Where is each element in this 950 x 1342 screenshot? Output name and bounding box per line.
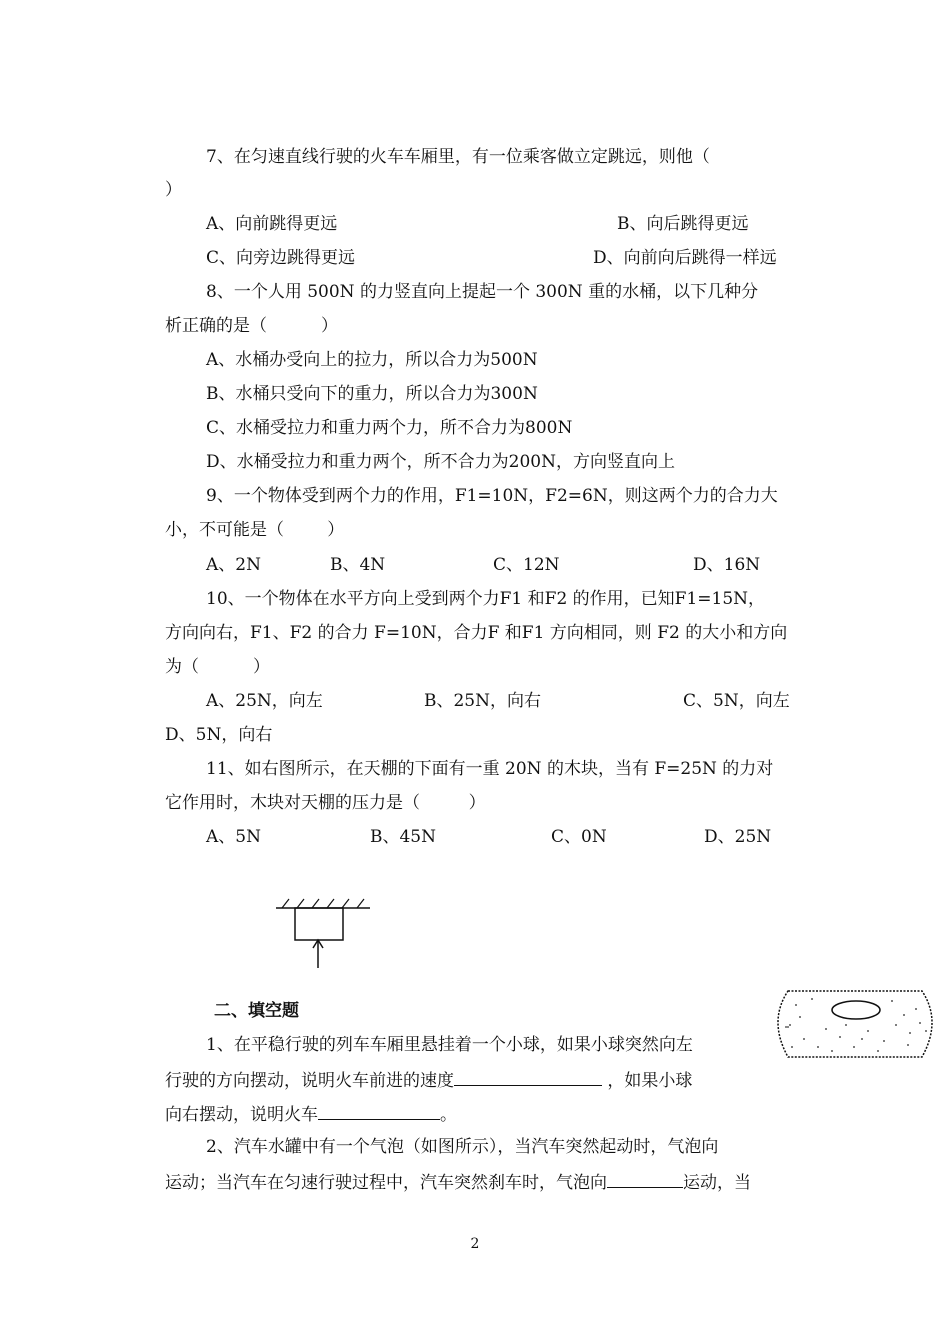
air-bubble bbox=[832, 1001, 880, 1019]
f1-line3-tail: 。 bbox=[440, 1105, 457, 1125]
q11-option-d: D、25N bbox=[704, 827, 772, 847]
page-number: 2 bbox=[470, 1236, 480, 1252]
q9-stem-line1: 9、一个物体受到两个力的作用，F1=10N，F2=6N，则这两个力的合力大 bbox=[206, 486, 778, 506]
q7-option-c: C、向旁边跳得更远 bbox=[206, 248, 356, 268]
q8-option-b: B、水桶只受向下的重力，所以合力为300N bbox=[206, 384, 538, 404]
blank-train-state[interactable] bbox=[318, 1101, 440, 1120]
f1-line2-tail: ，如果小球 bbox=[602, 1071, 693, 1091]
q10-option-a: A、25N，向左 bbox=[206, 691, 323, 711]
f2-line2-text: 运动；当汽车在匀速行驶过程中，汽车突然刹车时，气泡向 bbox=[165, 1173, 607, 1193]
q11-option-c: C、0N bbox=[551, 827, 607, 847]
f2-line2-tail: 运动，当 bbox=[683, 1173, 751, 1193]
q8-stem-line2: 析正确的是（ ） bbox=[165, 316, 339, 336]
ceiling-hatching bbox=[282, 899, 364, 908]
q9-option-a: A、2N bbox=[206, 555, 261, 575]
water-tank-figure bbox=[766, 985, 946, 1065]
q7-stem-end: ） bbox=[165, 180, 182, 200]
q9-option-b: B、4N bbox=[330, 555, 386, 575]
q8-option-c: C、水桶受拉力和重力两个力，所不合力为800N bbox=[206, 418, 573, 438]
q10-option-d: D、5N，向右 bbox=[165, 725, 273, 745]
q7-option-b: B、向后跳得更远 bbox=[617, 214, 749, 234]
q9-option-c: C、12N bbox=[493, 555, 560, 575]
q10-option-b: B、25N，向右 bbox=[424, 691, 541, 711]
f1-line2 bbox=[165, 1067, 692, 1093]
blank-train-speed[interactable] bbox=[454, 1067, 602, 1086]
f2-line1: 2、汽车水罐中有一个气泡（如图所示），当汽车突然起动时，气泡向 bbox=[206, 1137, 719, 1157]
f1-line3-text: 向右摆动，说明火车 bbox=[165, 1105, 318, 1125]
f1-line2-text: 行驶的方向摆动，说明火车前进的速度 bbox=[165, 1071, 454, 1091]
q10-option-c: C、5N，向左 bbox=[683, 691, 790, 711]
q11-stem-line1: 11、如右图所示，在天棚的下面有一重 20N 的木块，当有 F=25N 的力对 bbox=[206, 759, 774, 779]
q10-stem-line1: 10、一个物体在水平方向上受到两个力F1 和F2 的作用，已知F1=15N， bbox=[206, 589, 766, 609]
q10-stem-line3: 为（ ） bbox=[165, 657, 271, 677]
f2-line2 bbox=[165, 1169, 751, 1195]
q9-option-d: D、16N bbox=[693, 555, 761, 575]
blank-bubble-direction[interactable] bbox=[607, 1169, 683, 1188]
q8-option-a: A、水桶办受向上的拉力，所以合力为500N bbox=[206, 350, 538, 370]
q7-option-d: D、向前向后跳得一样远 bbox=[593, 248, 777, 268]
q11-option-a: A、5N bbox=[206, 827, 261, 847]
f1-line1: 1、在平稳行驶的列车车厢里悬挂着一个小球，如果小球突然向左 bbox=[206, 1035, 693, 1055]
q7-option-a: A、向前跳得更远 bbox=[206, 214, 338, 234]
q8-stem-line1: 8、一个人用 500N 的力竖直向上提起一个 300N 重的水桶，以下几种分 bbox=[206, 282, 759, 302]
q8-option-d: D、水桶受拉力和重力两个，所不合力为200N，方向竖直向上 bbox=[206, 452, 675, 472]
f1-line3 bbox=[165, 1101, 457, 1127]
q7-stem: 7、在匀速直线行驶的火车车厢里，有一位乘客做立定跳远，则他（ bbox=[206, 147, 710, 167]
wood-block bbox=[295, 908, 343, 940]
q11-stem-line2: 它作用时，木块对天棚的压力是（ ） bbox=[165, 793, 486, 813]
ceiling-block-figure bbox=[270, 892, 380, 972]
q11-option-b: B、45N bbox=[370, 827, 436, 847]
section-heading: 二、填空题 bbox=[214, 1001, 299, 1021]
q9-stem-line2: 小，不可能是（ ） bbox=[165, 520, 345, 540]
force-arrow bbox=[313, 940, 323, 968]
q10-stem-line2: 方向向右，F1、F2 的合力 F=10N，合力F 和F1 方向相同，则 F2 的大小和方向 bbox=[165, 623, 788, 643]
